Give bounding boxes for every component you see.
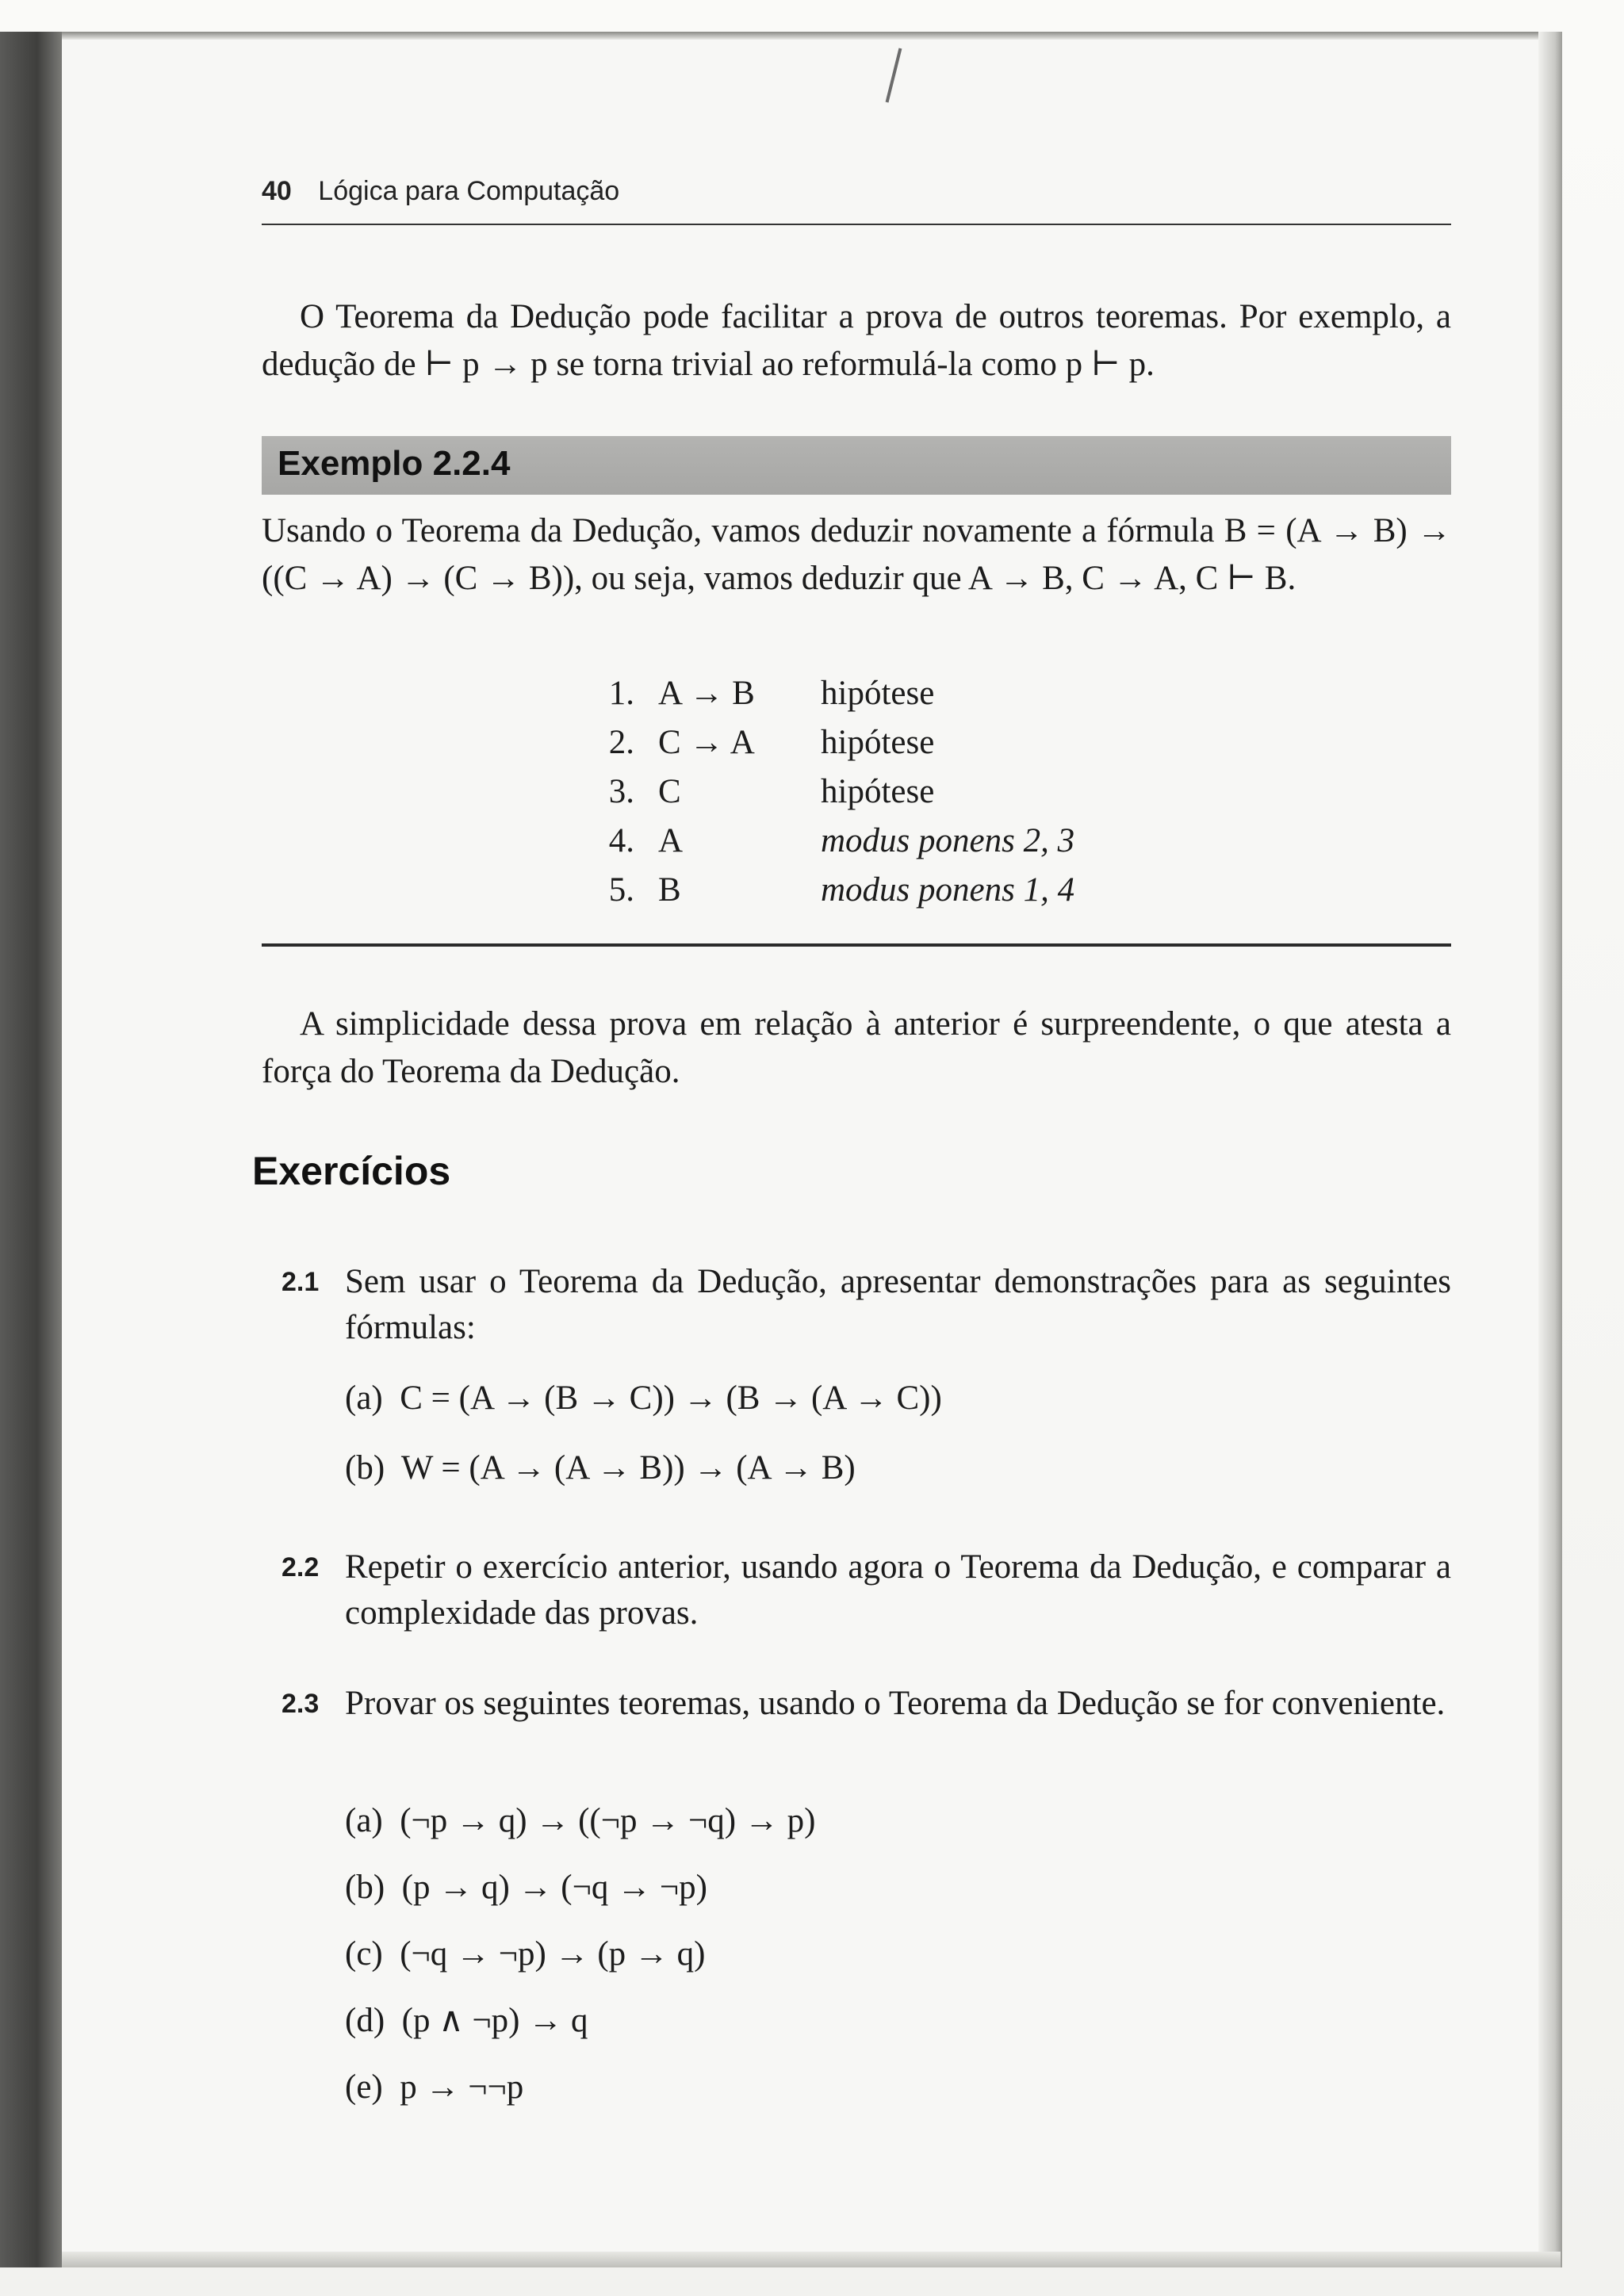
intro-paragraph: O Teorema da Dedução pode facilitar a prova de outros teoremas. Por exemplo, a dedução de ⊢ p → p se torna trivial ao reformulá-la como p ⊢ p. — [262, 298, 1451, 383]
step-justification: hipótese — [821, 724, 935, 761]
step-formula: B — [658, 871, 681, 909]
step-number: 1. — [608, 675, 634, 712]
exercise-number: 2.1 — [282, 1267, 320, 1297]
exercise-subitem: (c) (¬q → ¬p) → (p → q) — [345, 1935, 706, 1973]
proof-step — [587, 871, 1158, 920]
step-formula: C — [658, 773, 681, 810]
section-heading: Exercícios — [252, 1149, 451, 1193]
running-header — [262, 176, 1451, 207]
scan-top-edge — [62, 32, 1561, 40]
step-number: 4. — [608, 822, 634, 859]
exercise-subitem: (a) (¬p → q) → ((¬p → ¬q) → p) — [345, 1802, 816, 1839]
step-justification: modus ponens 2, 3 — [821, 822, 1075, 859]
exercise-subitem: (b) W = (A → (A → B)) → (A → B) — [345, 1449, 856, 1487]
step-formula: C → A — [658, 724, 755, 761]
header-rule — [262, 224, 1451, 225]
exercise-subitem: (b) (p → q) → (¬q → ¬p) — [345, 1869, 707, 1906]
example-text: Usando o Teorema da Dedução, vamos deduzir novamente a fórmula B = (A → B) → ((C → A) → (C → B)), ou seja, vamos deduzir que A → B, C → A, C ⊢ B. — [262, 512, 1451, 597]
example-title: Exemplo 2.2.4 — [278, 444, 511, 483]
example-end-rule — [262, 943, 1451, 947]
step-formula: A → B — [658, 675, 755, 712]
step-number: 3. — [608, 773, 634, 810]
proof-step — [587, 723, 1158, 772]
proof-table — [587, 674, 1158, 920]
page-number: 40 — [262, 176, 292, 206]
running-title: Lógica para Computação — [318, 176, 620, 206]
exercise-subitem: (e) p → ¬¬p — [345, 2068, 524, 2106]
step-number: 5. — [608, 871, 634, 909]
exercise-text: Sem usar o Teorema da Dedução, apresentar demonstrações para as seguintes fórmulas: — [345, 1263, 1451, 1346]
proof-step — [587, 772, 1158, 821]
step-justification: modus ponens 1, 4 — [821, 871, 1075, 909]
exercise-text: Provar os seguintes teoremas, usando o Teorema da Dedução se for conveniente. — [345, 1685, 1446, 1722]
exercise-number: 2.2 — [282, 1552, 320, 1582]
step-justification: hipótese — [821, 773, 935, 810]
proof-step — [587, 821, 1158, 871]
scan-left-edge — [0, 32, 62, 2267]
scan-right-edge — [1538, 32, 1562, 2267]
exercise-number: 2.3 — [282, 1689, 320, 1719]
conclusion-paragraph: A simplicidade dessa prova em relação à anterior é surpreendente, o que atesta a força do Teorema da Dedução. — [262, 1005, 1451, 1090]
exercise-subitem: (a) C = (A → (B → C)) → (B → (A → C)) — [345, 1380, 942, 1417]
step-formula: A — [658, 822, 684, 859]
proof-step — [587, 674, 1158, 723]
exercise-subitem: (d) (p ∧ ¬p) → q — [345, 2002, 588, 2039]
step-justification: hipótese — [821, 675, 935, 712]
scan-bottom-edge — [62, 2252, 1561, 2267]
step-number: 2. — [608, 724, 634, 761]
exercise-text: Repetir o exercício anterior, usando agora o Teorema da Dedução, e comparar a complexidade das provas. — [345, 1548, 1451, 1632]
